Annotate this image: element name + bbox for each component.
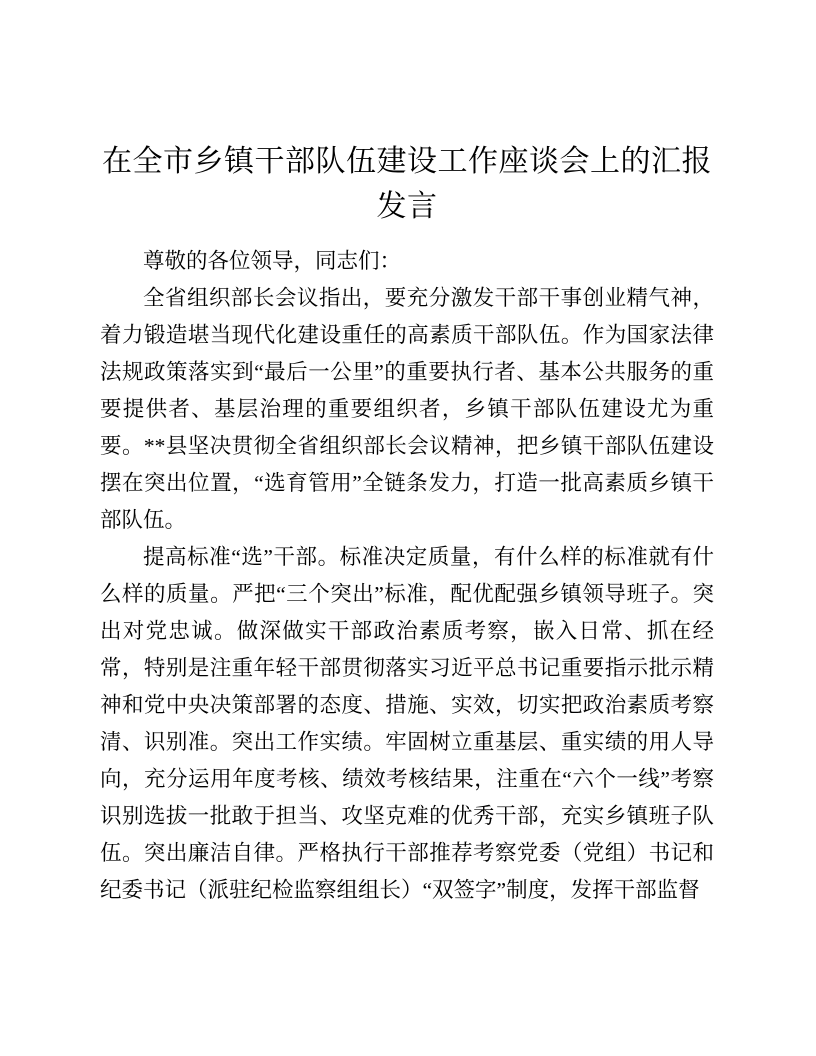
intro-paragraph: 全省组织部长会议指出，要充分激发干部干事创业精气神，着力锻造堪当现代化建设重任的高素质干部队伍。作为国家法律法规政策落实到“最后一公里”的重要执行者、基本公共服务的重要提供者、基层治理的重要组织者，乡镇干部队伍建设尤为重要。**县坚决贯彻全省组织部长会议精神，把乡镇干部队伍建设摆在突出位置，“选育管用”全链条发力，打造一批高素质乡镇干部队伍。 xyxy=(100,286,714,532)
document-body xyxy=(100,243,714,909)
section-paragraph-selecting-cadres: 提高标准“选”干部。标准决定质量，有什么样的标准就有什么样的质量。严把“三个突出”标准，配优配强乡镇领导班子。突出对党忠诚。做深做实干部政治素质考察，嵌入日常、抓在经常，特别是注重年轻干部贯彻落实习近平总书记重要指示批示精神和党中央决策部署的态度、措施、实效，切实把政治素质考察清、识别准。突出工作实绩。牢固树立重基层、重实绩的用人导向，充分运用年度考核、绩效考核结果，注重在“六个一线”考察识别选拔一批敢于担当、攻坚克难的优秀干部，充实乡镇班子队伍。突出廉洁自律。严格执行干部推荐考察党委（党组）书记和纪委书记（派驻纪检监察组组长）“双签字”制度，发挥干部监督 xyxy=(100,545,714,902)
greeting-paragraph: 尊敬的各位领导，同志们： xyxy=(143,249,402,273)
document-title: 在全市乡镇干部队伍建设工作座谈会上的汇报发言 xyxy=(102,145,712,223)
